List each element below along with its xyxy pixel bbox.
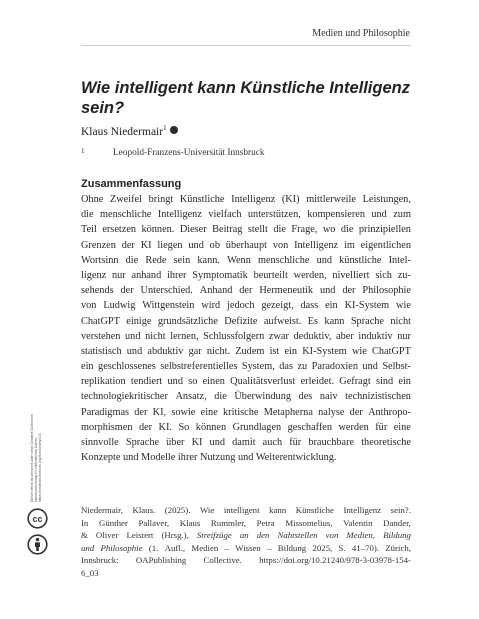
- author-name: Klaus Niedermair: [81, 125, 164, 138]
- abstract-body: [81, 192, 411, 465]
- abstract-line: von Ludwig Wittgenstein wird jedoch gezeigt, dass ein KI-System wie: [81, 300, 411, 312]
- citation-line: Niedermair, Klaus. (2025). Wie intelligent kann Künstliche Intelligenz sein?.: [81, 505, 411, 515]
- abstract-line: Wortsinn die Rede sein kann. Wenn menschliche und künstliche Intel-: [81, 254, 411, 266]
- affiliation: [81, 147, 265, 158]
- abstract-line: replikation tendiert und so einen Qualitätsverlust erleidet. Gefragt sind ein: [81, 376, 411, 388]
- abstract-line: ChatGPT einige grundsätzliche Defizite aufweist. Es kann Sprache nicht: [81, 315, 411, 327]
- header-rule: [81, 45, 411, 46]
- citation-line: 6_03: [81, 567, 99, 578]
- license-line-1: Dieses Werk ist lizenziert unter einer Creative Commons: [30, 414, 34, 502]
- abstract-line: Ohne Zweifel bringt Künstliche Intelligenz (KI) mittlerweile Leistungen,: [81, 194, 411, 205]
- abstract-line: sehends der Unterschied. Anhand der Hermeneutik und der Philosophie: [81, 285, 411, 297]
- svg-text:cc: cc: [32, 514, 43, 524]
- affiliation-text: Leopold-Franzens-Universität Innsbruck: [113, 148, 265, 158]
- citation-line: In Günther Pallaver, Klaus Rummler, Petra Missomelius, Valentin Dander,: [81, 517, 411, 528]
- license-block: [26, 414, 50, 560]
- running-head: Medien und Philosophie: [312, 28, 410, 39]
- abstract-line: Konzepte und Modelle ihrer Nutzung und Weiterentwicklung.: [81, 452, 337, 464]
- article-title: Wie intelligent kann Künstliche Intelligenz sein?: [81, 79, 410, 117]
- author-line: [81, 124, 178, 138]
- affiliation-number: 1: [81, 147, 85, 155]
- abstract-line: die menschliche Intelligenz vielfach unterstützen, kompensieren und zum: [81, 209, 411, 221]
- abstract-heading: Zusammenfassung: [81, 178, 182, 190]
- citation-block: [81, 504, 411, 580]
- abstract-line: technologiekritischer Ansatz, die Überwindung des naiv technizistischen: [81, 391, 411, 403]
- license-line-2: Namensnennung 4.0 International Lizenz.: [34, 437, 38, 502]
- abstract-line: ligenz nur anhand ihrer Symptomatik beurteilt werden, nivelliert sich zu-: [81, 269, 411, 281]
- by-icon[interactable]: [27, 534, 48, 555]
- abstract-line: sinnvolle Sprache über KI und damit auch für brauchbare theoretische: [81, 437, 411, 448]
- citation-line: Innsbruck: OAPublishing Collective. https://doi.org/10.21240/978-3-03978-154-: [81, 555, 411, 566]
- author-affiliation-marker: 1: [163, 124, 167, 132]
- license-text: [30, 414, 46, 502]
- abstract-line: Paradigmas der KI, sowie eine kritische Metapherna nalyse der Anthropo-: [81, 406, 411, 418]
- abstract-line: Grenzen der KI liegen und ob überhaupt von Intelligenz im eigentlichen: [81, 239, 411, 251]
- citation-line: & Oliver Leistert (Hrsg.), Streifzüge an den Nahtstellen von Medien, Bildung: [81, 530, 411, 541]
- abstract-line: statistisch und abduktiv gar nicht. Zudem ist ein KI-System wie ChatGPT: [81, 345, 411, 357]
- abstract-line: morphismen der KI. So können Grundlagen geschaffen werden für eine: [81, 421, 411, 433]
- abstract-line: ein geschlossenes selbstreferentielles System, das zu Paradoxien und Selbst-: [81, 361, 411, 373]
- abstract-line: verstehen und nicht lernen, Schlussfolgern zwar deduktiv, aber induktiv nur: [81, 330, 411, 342]
- abstract-line: Teil ersetzen können. Dieser Beitrag stellt die Frage, wo die prinzipiellen: [81, 224, 411, 236]
- citation-line: und Philosophie (1. Aufl., Medien – Wissen – Bildung 2025, S. 41–70). Zürich,: [81, 542, 411, 553]
- orcid-icon[interactable]: [170, 126, 178, 134]
- license-url[interactable]: https://creativecommons.org/licenses/by/4.0/: [38, 432, 42, 502]
- cc-icon[interactable]: [27, 508, 48, 529]
